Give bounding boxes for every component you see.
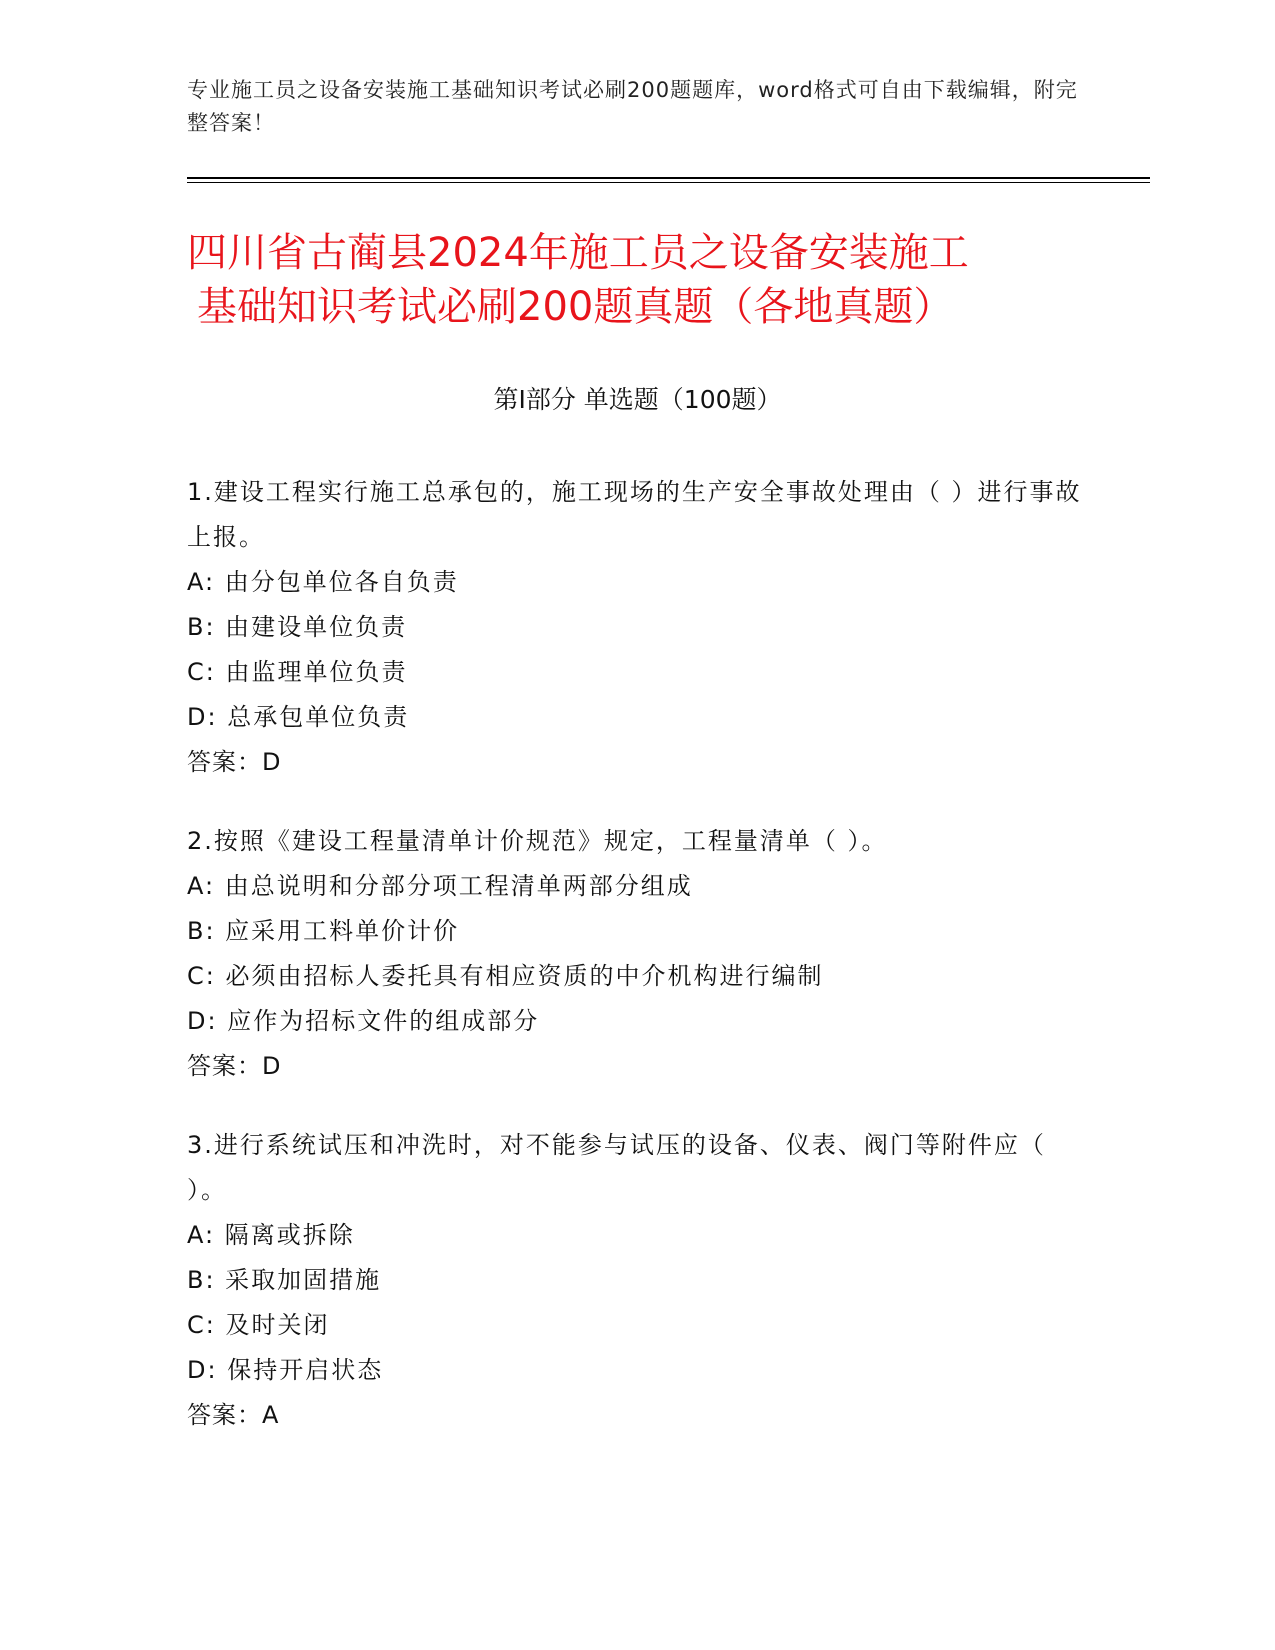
option-d: D: 保持开启状态 bbox=[187, 1356, 384, 1384]
question-stem: 3.进行系统试压和冲洗时，对不能参与试压的设备、仪表、阀门等附件应（ ）。 bbox=[187, 1131, 1046, 1204]
question-3 bbox=[187, 1123, 1087, 1438]
option-b: B: 应采用工料单价计价 bbox=[187, 917, 460, 945]
option-d: D: 应作为招标文件的组成部分 bbox=[187, 1007, 540, 1035]
header-note: 专业施工员之设备安装施工基础知识考试必刷200题题库，word格式可自由下载编辑，附完整答案！ bbox=[187, 78, 1078, 135]
option-a: A: 由总说明和分部分项工程清单两部分组成 bbox=[187, 872, 693, 900]
option-b: B: 采取加固措施 bbox=[187, 1266, 382, 1294]
question-stem: 2.按照《建设工程量清单计价规范》规定，工程量清单（ ）。 bbox=[187, 827, 888, 855]
section-heading: 第Ⅰ部分 单选题（100题） bbox=[493, 385, 782, 414]
option-a: A: 隔离或拆除 bbox=[187, 1221, 355, 1249]
header-rule-thick bbox=[187, 177, 1150, 179]
option-a: A: 由分包单位各自负责 bbox=[187, 568, 459, 596]
answer: 答案：D bbox=[187, 748, 282, 776]
document-title-line-1: 四川省古蔺县2024年施工员之设备安装施工 bbox=[187, 230, 969, 276]
document-title-line-2: 基础知识考试必刷200题真题（各地真题） bbox=[197, 284, 954, 330]
answer: 答案：D bbox=[187, 1052, 282, 1080]
option-c: C: 由监理单位负责 bbox=[187, 658, 408, 686]
option-b: B: 由建设单位负责 bbox=[187, 613, 408, 641]
question-stem: 1.建设工程实行施工总承包的，施工现场的生产安全事故处理由（ ）进行事故上报。 bbox=[187, 478, 1082, 551]
option-c: C: 及时关闭 bbox=[187, 1311, 330, 1339]
option-d: D: 总承包单位负责 bbox=[187, 703, 410, 731]
option-c: C: 必须由招标人委托具有相应资质的中介机构进行编制 bbox=[187, 962, 824, 990]
header-rule-thin bbox=[187, 182, 1150, 183]
question-2 bbox=[187, 819, 1087, 1089]
question-1 bbox=[187, 470, 1087, 785]
document-title bbox=[187, 226, 1087, 334]
question-list bbox=[187, 470, 1087, 1472]
answer: 答案：A bbox=[187, 1401, 280, 1429]
